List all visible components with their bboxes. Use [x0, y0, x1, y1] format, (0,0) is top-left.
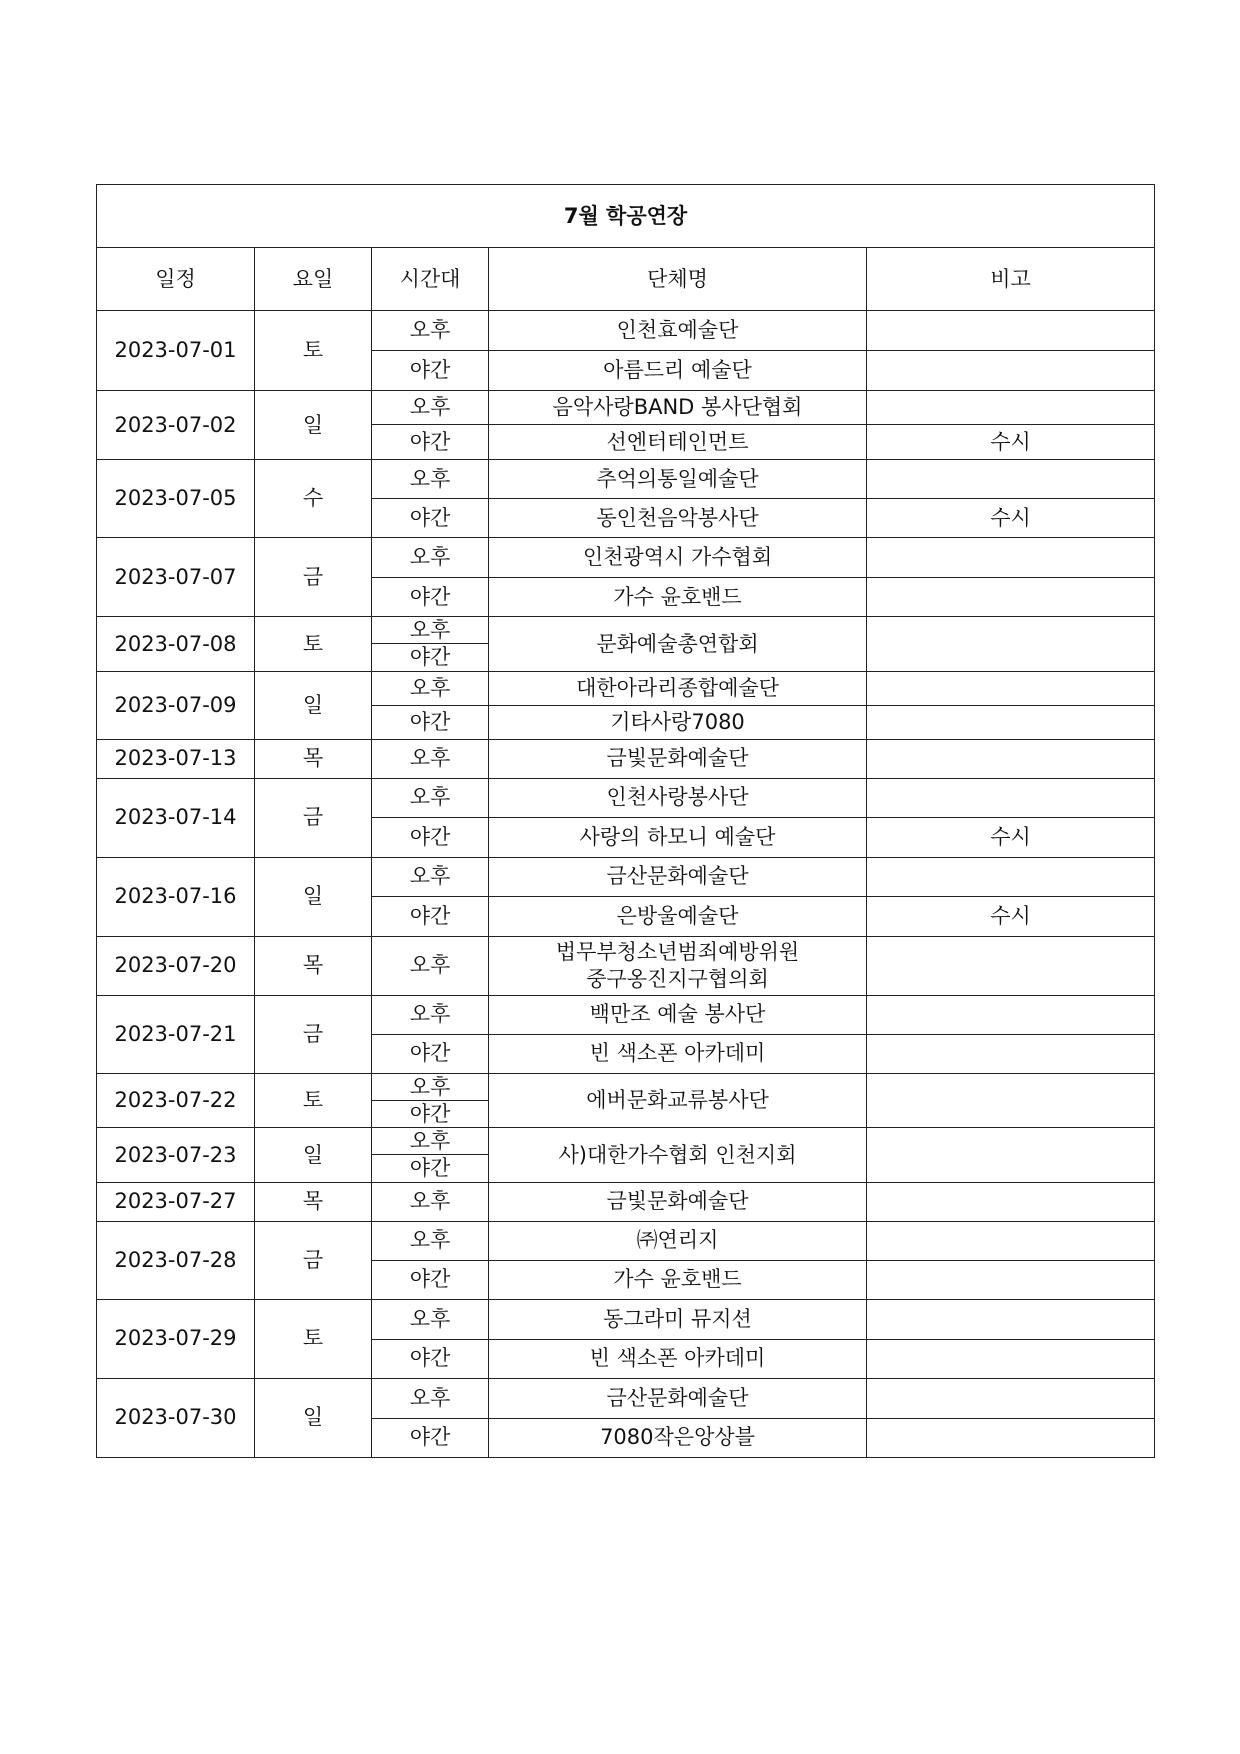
date-cell: 2023-07-30: [97, 1378, 255, 1457]
table-row: [97, 1378, 1155, 1418]
header-row: [97, 248, 1155, 311]
note-cell: [867, 1034, 1155, 1073]
date-cell: 2023-07-23: [97, 1128, 255, 1183]
time-slot-cell: 야간: [372, 705, 489, 739]
note-cell: [867, 1339, 1155, 1378]
date-cell: 2023-07-16: [97, 857, 255, 936]
date-cell: 2023-07-05: [97, 460, 255, 538]
group-name-cell: 인천광역시 가수협회: [489, 538, 867, 578]
note-cell: [867, 1182, 1155, 1221]
date-cell: 2023-07-02: [97, 391, 255, 460]
time-slot-cell: 오후: [372, 739, 489, 778]
table-row: [97, 617, 1155, 644]
group-name-cell: 7080작은앙상블: [489, 1418, 867, 1457]
time-slot-cell: 오후: [372, 857, 489, 896]
group-name-cell: 사랑의 하모니 예술단: [489, 817, 867, 857]
time-slot-cell: 야간: [372, 1260, 489, 1299]
group-name-cell: 가수 윤호밴드: [489, 1260, 867, 1299]
note-cell: 수시: [867, 499, 1155, 538]
weekday-cell: 금: [255, 538, 372, 617]
group-name-cell: [489, 936, 867, 995]
group-name-cell: 은방울예술단: [489, 896, 867, 936]
table-row: [97, 778, 1155, 817]
note-cell: [867, 1418, 1155, 1457]
note-cell: [867, 1221, 1155, 1260]
time-slot-cell: 야간: [372, 1100, 489, 1127]
group-name-cell: 빈 색소폰 아카데미: [489, 1339, 867, 1378]
schedule-table: [96, 184, 1155, 1458]
table-row: [97, 739, 1155, 778]
time-slot-cell: 야간: [372, 1034, 489, 1073]
header-date: 일정: [97, 248, 255, 311]
time-slot-cell: 야간: [372, 644, 489, 671]
group-name-cell: 인천효예술단: [489, 311, 867, 351]
note-cell: [867, 351, 1155, 391]
time-slot-cell: 야간: [372, 351, 489, 391]
time-slot-cell: 오후: [372, 995, 489, 1034]
note-cell: [867, 705, 1155, 739]
note-cell: [867, 936, 1155, 995]
date-cell: 2023-07-13: [97, 739, 255, 778]
date-cell: 2023-07-14: [97, 778, 255, 857]
time-slot-cell: 오후: [372, 671, 489, 705]
note-cell: [867, 1299, 1155, 1339]
time-slot-cell: 오후: [372, 936, 489, 995]
weekday-cell: 토: [255, 1299, 372, 1378]
table-row: [97, 1221, 1155, 1260]
table-row: [97, 1073, 1155, 1100]
weekday-cell: 토: [255, 617, 372, 672]
weekday-cell: 일: [255, 391, 372, 460]
time-slot-cell: 오후: [372, 538, 489, 578]
note-cell: [867, 578, 1155, 617]
group-name-cell: 동인천음악봉사단: [489, 499, 867, 538]
time-slot-cell: 야간: [372, 499, 489, 538]
table-row: [97, 995, 1155, 1034]
weekday-cell: 일: [255, 1378, 372, 1457]
weekday-cell: 토: [255, 1073, 372, 1128]
group-name-cell: 동그라미 뮤지션: [489, 1299, 867, 1339]
group-name-cell: 빈 색소폰 아카데미: [489, 1034, 867, 1073]
table-row: [97, 671, 1155, 705]
weekday-cell: 목: [255, 936, 372, 995]
header-group: 단체명: [489, 248, 867, 311]
note-cell: [867, 538, 1155, 578]
time-slot-cell: 야간: [372, 1339, 489, 1378]
group-name-cell: 금빛문화예술단: [489, 1182, 867, 1221]
table-row: [97, 1299, 1155, 1339]
group-name-cell: 인천사랑봉사단: [489, 778, 867, 817]
weekday-cell: 목: [255, 739, 372, 778]
table-row: [97, 1128, 1155, 1155]
weekday-cell: 토: [255, 311, 372, 391]
group-name-cell: ㈜연리지: [489, 1221, 867, 1260]
note-cell: [867, 857, 1155, 896]
date-cell: 2023-07-22: [97, 1073, 255, 1128]
time-slot-cell: 야간: [372, 578, 489, 617]
table-row: [97, 538, 1155, 578]
time-slot-cell: 오후: [372, 311, 489, 351]
time-slot-cell: 야간: [372, 425, 489, 460]
note-cell: [867, 739, 1155, 778]
header-slot: 시간대: [372, 248, 489, 311]
note-cell: [867, 671, 1155, 705]
note-cell: [867, 778, 1155, 817]
date-cell: 2023-07-28: [97, 1221, 255, 1299]
note-cell: [867, 1260, 1155, 1299]
note-cell: [867, 995, 1155, 1034]
group-name-cell: 문화예술총연합회: [489, 617, 867, 672]
table-row: [97, 460, 1155, 499]
note-cell: 수시: [867, 425, 1155, 460]
time-slot-cell: 오후: [372, 1221, 489, 1260]
date-cell: 2023-07-08: [97, 617, 255, 672]
note-cell: 수시: [867, 896, 1155, 936]
table-row: [97, 857, 1155, 896]
time-slot-cell: 오후: [372, 1299, 489, 1339]
group-name-cell: 대한아라리종합예술단: [489, 671, 867, 705]
date-cell: 2023-07-21: [97, 995, 255, 1073]
group-name-cell: 가수 윤호밴드: [489, 578, 867, 617]
date-cell: 2023-07-27: [97, 1182, 255, 1221]
group-name-cell: 음악사랑BAND 봉사단협회: [489, 391, 867, 425]
note-cell: [867, 391, 1155, 425]
table-row: [97, 391, 1155, 425]
note-cell: [867, 617, 1155, 672]
weekday-cell: 금: [255, 1221, 372, 1299]
table-row: [97, 1182, 1155, 1221]
group-name-cell: 사)대한가수협회 인천지회: [489, 1128, 867, 1183]
group-name-cell: 기타사랑7080: [489, 705, 867, 739]
time-slot-cell: 야간: [372, 896, 489, 936]
date-cell: 2023-07-07: [97, 538, 255, 617]
note-cell: [867, 311, 1155, 351]
group-name-cell: 선엔터테인먼트: [489, 425, 867, 460]
time-slot-cell: 오후: [372, 1128, 489, 1155]
header-note: 비고: [867, 248, 1155, 311]
time-slot-cell: 야간: [372, 1418, 489, 1457]
weekday-cell: 일: [255, 671, 372, 739]
group-name-line: 법무부청소년범죄예방위원: [555, 940, 800, 965]
time-slot-cell: 오후: [372, 1073, 489, 1100]
note-cell: [867, 1128, 1155, 1183]
weekday-cell: 금: [255, 778, 372, 857]
note-cell: [867, 1073, 1155, 1128]
time-slot-cell: 오후: [372, 391, 489, 425]
note-cell: [867, 1378, 1155, 1418]
group-name-cell: 백만조 예술 봉사단: [489, 995, 867, 1034]
weekday-cell: 수: [255, 460, 372, 538]
time-slot-cell: 오후: [372, 1182, 489, 1221]
weekday-cell: 일: [255, 1128, 372, 1183]
time-slot-cell: 오후: [372, 460, 489, 499]
time-slot-cell: 야간: [372, 1155, 489, 1182]
group-name-cell: 금산문화예술단: [489, 857, 867, 896]
date-cell: 2023-07-01: [97, 311, 255, 391]
time-slot-cell: 오후: [372, 1378, 489, 1418]
date-cell: 2023-07-09: [97, 671, 255, 739]
group-name-cell: 에버문화교류봉사단: [489, 1073, 867, 1128]
group-name-line: 중구옹진지구협의회: [586, 966, 769, 991]
weekday-cell: 금: [255, 995, 372, 1073]
table-row: [97, 936, 1155, 995]
time-slot-cell: 오후: [372, 778, 489, 817]
group-name-cell: 아름드리 예술단: [489, 351, 867, 391]
date-cell: 2023-07-20: [97, 936, 255, 995]
page-title: 7월 학공연장: [97, 185, 1155, 248]
date-cell: 2023-07-29: [97, 1299, 255, 1378]
note-cell: 수시: [867, 817, 1155, 857]
group-name-cell: 금빛문화예술단: [489, 739, 867, 778]
note-cell: [867, 460, 1155, 499]
time-slot-cell: 야간: [372, 817, 489, 857]
header-day: 요일: [255, 248, 372, 311]
weekday-cell: 목: [255, 1182, 372, 1221]
time-slot-cell: 오후: [372, 617, 489, 644]
table-row: [97, 311, 1155, 351]
group-name-cell: 추억의통일예술단: [489, 460, 867, 499]
weekday-cell: 일: [255, 857, 372, 936]
group-name-cell: 금산문화예술단: [489, 1378, 867, 1418]
